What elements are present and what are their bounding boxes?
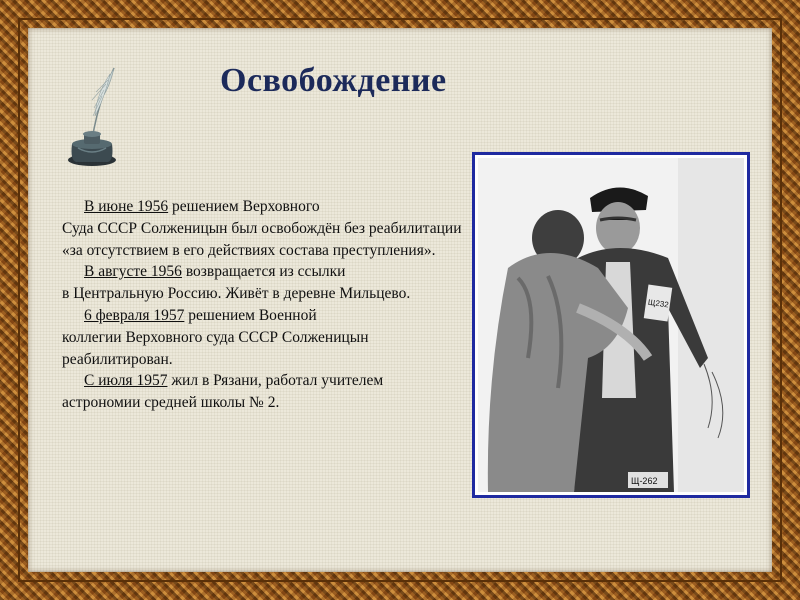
prisoner-photo-image — [478, 158, 744, 492]
paragraph-4: С июля 1957 жил в Рязани, работал учителем астрономии средней школы № 2. — [62, 372, 384, 412]
paragraph-1: В июне 1956 решением Верховного Суда СССР Солженицын был освобождён без реабилитации «за отсутствием в его действиях состава преступления». — [62, 198, 462, 259]
date-feb-1957: 6 февраля 1957 — [84, 306, 185, 324]
inkwell-quill-icon — [62, 60, 124, 170]
prisoner-number-tag: Щ-262 — [631, 476, 658, 486]
paragraph-3: 6 февраля 1957 решением Военной коллегии Верховного суда СССР Солженицын реабилитирован. — [62, 306, 369, 368]
date-august-1956: В августе 1956 — [84, 263, 182, 281]
page-title: Освобождение — [220, 62, 447, 99]
date-july-1957: С июля 1957 — [84, 372, 168, 390]
svg-text:Щ232: Щ232 — [647, 297, 670, 310]
paragraph-2: В августе 1956 возвращается из ссылки в Центральную Россию. Живёт в деревне Мильцево. — [62, 263, 411, 303]
historical-photo — [472, 152, 750, 498]
biography-text — [62, 196, 462, 414]
date-june-1956: В июне 1956 — [84, 198, 169, 215]
